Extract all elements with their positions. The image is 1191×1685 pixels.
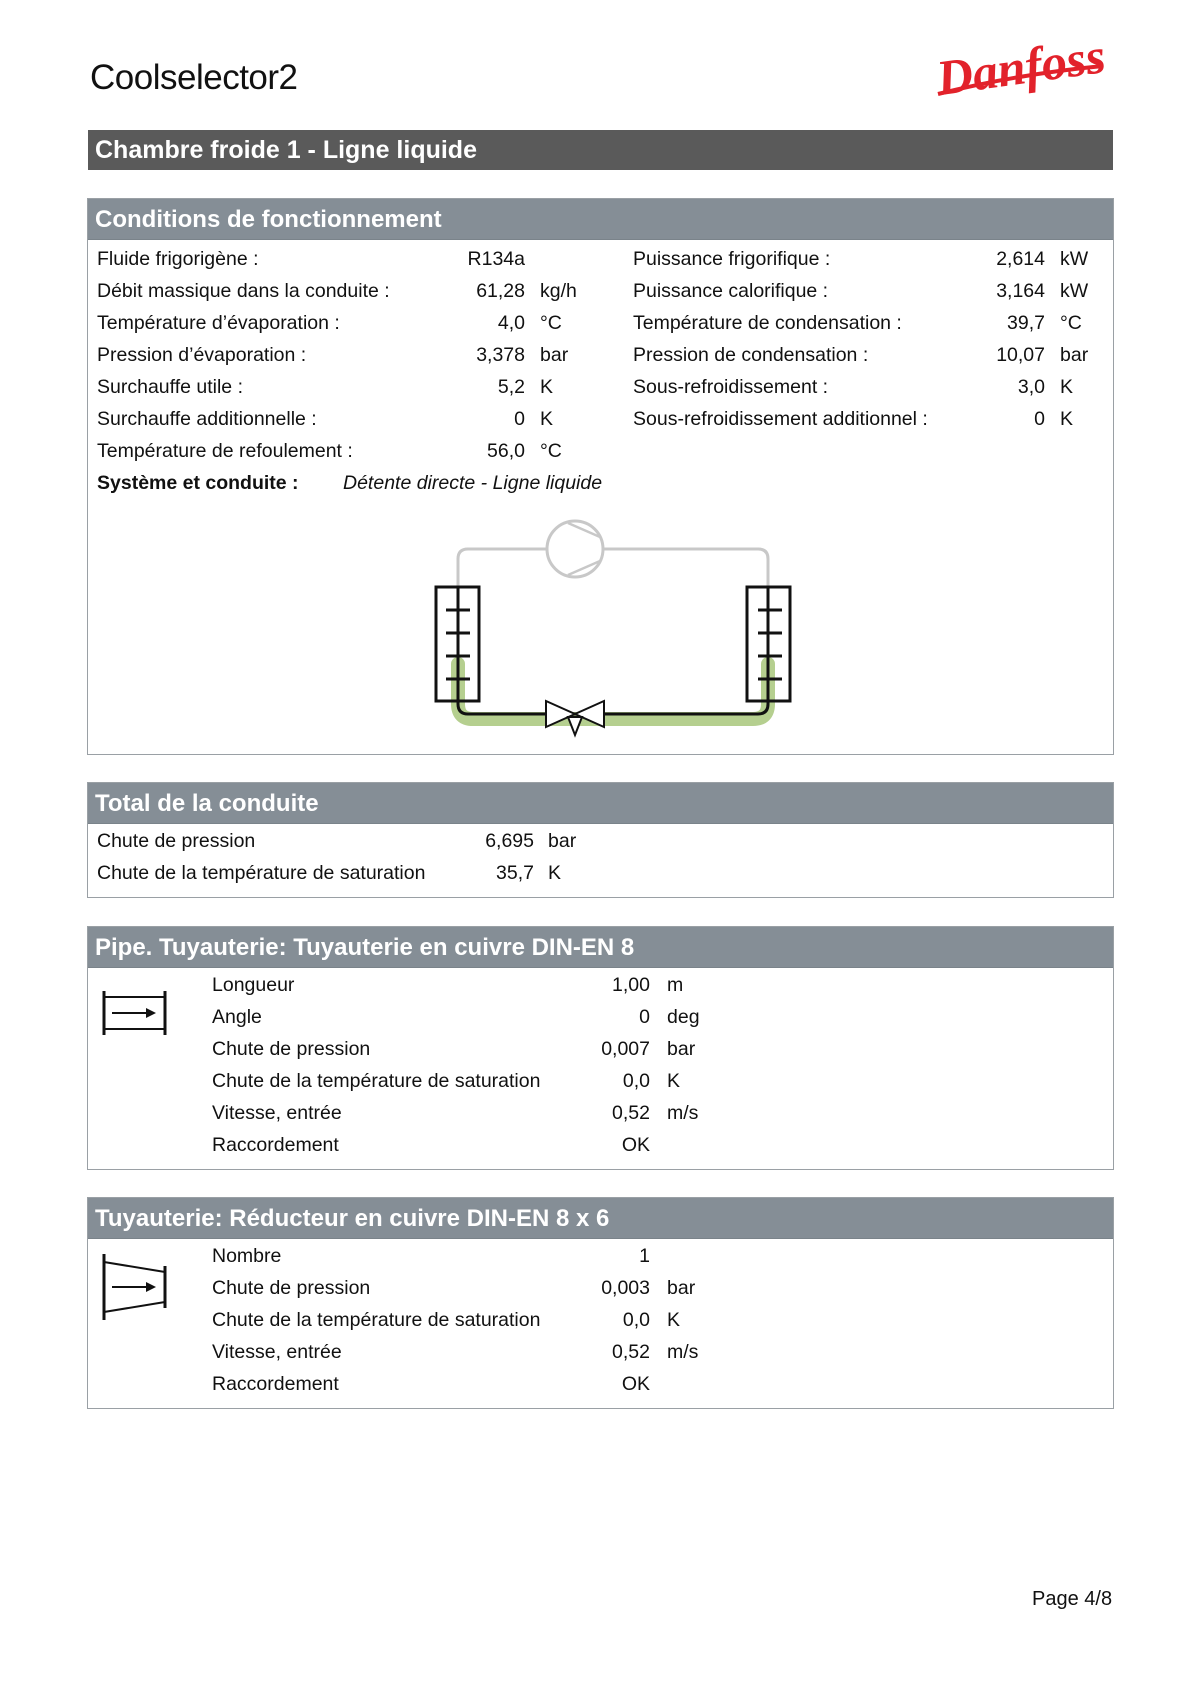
pipe-row [212,1001,812,1033]
reducer-value: OK [621,1373,650,1395]
total-label: Chute de pression [97,830,256,852]
system-label: Système et conduite : [97,472,299,494]
condition-label: Sous-refroidissement additionnel : [633,408,928,430]
reducer-value: 0,003 [601,1277,650,1299]
reducer-value: 0,52 [612,1341,650,1363]
pipe-label: Angle [212,1006,262,1028]
section-header: Conditions de fonctionnement [88,199,1113,240]
reducer-value: 1 [639,1245,650,1267]
reducer-row [212,1368,812,1400]
condition-label: Surchauffe additionnelle : [97,408,317,430]
reducer-unit: K [667,1309,681,1331]
condition-value: 61,28 [476,280,525,302]
pipe-value: 0,0 [622,1070,650,1092]
condition-unit: °C [540,440,562,462]
condenser-icon [747,587,790,701]
pipe-label: Vitesse, entrée [212,1102,342,1124]
pipe-value: 0 [639,1006,650,1028]
straight-pipe-arrow-icon [102,989,168,1039]
total-row [97,825,697,857]
condition-row [633,243,1113,275]
pipe-label: Chute de la température de saturation [212,1070,541,1092]
condition-row [97,403,577,435]
condition-unit: K [540,408,554,430]
condition-row [97,275,577,307]
condition-unit: kg/h [540,280,577,302]
total-row [97,857,697,889]
reducer-unit: bar [667,1277,696,1299]
condition-row [633,339,1113,371]
reducer-label: Nombre [212,1245,282,1267]
pipe-row [212,1129,812,1161]
condition-unit: K [1060,408,1074,430]
pipe-row [212,1065,812,1097]
reducer-label: Chute de la température de saturation [212,1309,541,1331]
condition-value: 0 [1034,408,1045,430]
reducer-row [212,1304,812,1336]
condition-row [633,403,1113,435]
total-value: 35,7 [496,862,534,884]
condition-unit: bar [1060,344,1089,366]
condition-row [97,339,577,371]
pipe-row [212,1097,812,1129]
section-header: Pipe. Tuyauterie: Tuyauterie en cuivre DIN-EN 8 [88,927,1113,968]
condition-value: 4,0 [497,312,525,334]
condition-label: Température de condensation : [633,312,902,334]
line-total-section [87,782,1114,898]
section-header: Total de la conduite [88,783,1113,824]
pipe-unit: bar [667,1038,696,1060]
condition-row [633,371,1113,403]
reducer-label: Vitesse, entrée [212,1341,342,1363]
condition-unit: kW [1060,248,1089,270]
condition-value: 3,0 [1017,376,1045,398]
condition-unit: K [1060,376,1074,398]
svg-text:Danfoss: Danfoss [933,27,1109,106]
evaporator-icon [436,587,479,701]
pipe-value: OK [621,1134,650,1156]
pipe-label: Chute de pression [212,1038,371,1060]
page-number: Page 4/8 [1032,1588,1113,1610]
pipe-value: 0,52 [612,1102,650,1124]
condition-row [633,275,1113,307]
total-label: Chute de la température de saturation [97,862,426,884]
condition-value: R134a [467,248,525,270]
pipe-value: 1,00 [612,974,650,996]
operating-conditions-section [87,198,1114,755]
condition-label: Pression de condensation : [633,344,869,366]
condition-label: Fluide frigorigène : [97,248,259,270]
condition-label: Puissance frigorifique : [633,248,831,270]
pipe-label: Raccordement [212,1134,339,1156]
reducer-label: Raccordement [212,1373,339,1395]
condition-value: 5,2 [497,376,525,398]
reducer-row [212,1336,812,1368]
condition-unit: K [540,376,554,398]
condition-row [97,307,577,339]
reducer-label: Chute de pression [212,1277,371,1299]
condition-unit: kW [1060,280,1089,302]
condition-label: Débit massique dans la conduite : [97,280,390,302]
condition-row [97,371,577,403]
expansion-valve-icon [546,701,604,735]
condition-unit: °C [1060,312,1082,334]
condition-value: 56,0 [487,440,525,462]
pipe-unit: deg [667,1006,700,1028]
reducer-row [212,1272,812,1304]
total-unit: K [548,862,562,884]
condition-value: 0 [514,408,525,430]
pipe-value: 0,007 [601,1038,650,1060]
pipe-row [212,969,812,1001]
condition-value: 2,614 [996,248,1045,270]
danfoss-logo-icon [928,26,1110,106]
reducer-value: 0,0 [622,1309,650,1331]
condition-row [97,435,577,467]
pipe-section [87,926,1114,1170]
condition-label: Température d’évaporation : [97,312,340,334]
condition-label: Pression d’évaporation : [97,344,307,366]
condition-value: 3,164 [996,280,1045,302]
refrigeration-cycle-diagram [418,509,818,749]
condition-label: Puissance calorifique : [633,280,829,302]
condition-value: 10,07 [996,344,1045,366]
app-title: Coolselector2 [90,58,298,97]
system-row [97,467,797,499]
condition-value: 3,378 [476,344,525,366]
pipe-unit: m [667,974,684,996]
reducer-unit: m/s [667,1341,699,1363]
pipe-unit: K [667,1070,681,1092]
condition-label: Sous-refroidissement : [633,376,829,398]
pipe-row [212,1033,812,1065]
pipe-unit: m/s [667,1102,699,1124]
report-title-bar: Chambre froide 1 - Ligne liquide [88,130,1113,170]
condition-row [633,307,1113,339]
condition-value: 39,7 [1007,312,1045,334]
total-value: 6,695 [485,830,534,852]
section-header: Tuyauterie: Réducteur en cuivre DIN-EN 8 x 6 [88,1198,1113,1239]
condition-row [97,243,577,275]
reducer-arrow-icon [102,1252,168,1322]
danfoss-logo [928,26,1110,106]
condition-unit: bar [540,344,569,366]
system-value: Détente directe - Ligne liquide [343,472,603,494]
condition-unit: °C [540,312,562,334]
reducer-row [212,1240,812,1272]
condition-label: Surchauffe utile : [97,376,243,398]
condition-label: Température de refoulement : [97,440,353,462]
pipe-label: Longueur [212,974,295,996]
total-unit: bar [548,830,577,852]
compressor-icon [547,521,603,577]
reducer-section [87,1197,1114,1409]
